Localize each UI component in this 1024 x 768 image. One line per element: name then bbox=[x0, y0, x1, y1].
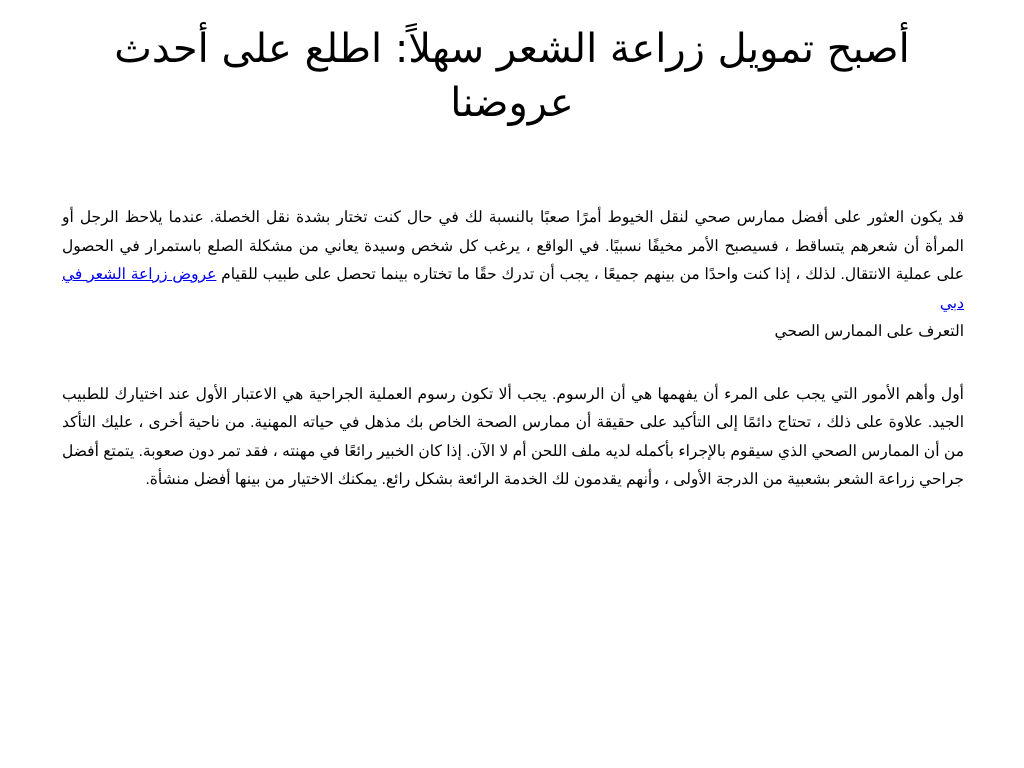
section-subheading: التعرف على الممارس الصحي bbox=[774, 323, 964, 340]
page-title bbox=[52, 22, 972, 130]
intro-paragraph bbox=[62, 204, 964, 318]
page-title-line-1: أصبح تمويل زراعة الشعر سهلاً: اطلع على أحدث bbox=[114, 26, 910, 72]
content-body bbox=[62, 204, 964, 495]
intro-paragraph-text: قد يكون العثور على أفضل ممارس صحي لنقل الخيوط أمرًا صعبًا بالنسبة لك في حال كنت تختار بشدة نقل الخصلة. عندما يلاحظ الرجل أو المرأة أن شعرهم يتساقط ، فسيصبح الأمر مخيفًا نسبيًا. في الواقع ، يرغب كل شخص وسيدة يعاني من مشكلة الصلع باستمرار في الحصول على عملية الانتقال. لذلك ، إذا كنت واحدًا من بينهم جميعًا ، يجب أن تدرك حقًا ما تختاره بينما تحصل على طبيب للقيام bbox=[62, 209, 964, 283]
page-title-line-2: عروضنا bbox=[450, 80, 574, 126]
fees-paragraph: أول وأهم الأمور التي يجب على المرء أن يفهمها هي أن الرسوم. يجب ألا تكون رسوم العملية الجراحية هي الاعتبار الأول عند اختيارك للطبيب الجيد. علاوة على ذلك ، تحتاج دائمًا إلى التأكيد على حقيقة أن ممارس الصحة الخاص بك مذهل في حياته المهنية. من ناحية أخرى ، عليك التأكد من أن الممارس الصحي الذي سيقوم بالإجراء بأكمله لديه ملف اللحن أم لا الآن. إذا كان الخبير رائعًا في مهنته ، فقد تمر دون صعوبة. يتمتع أفضل جراحي زراعة الشعر بشعبية من الدرجة الأولى ، وأنهم يقدمون لك الخدمة الرائعة بشكل رائع. يمكنك الاختيار من بينها أفضل منشأة. bbox=[62, 385, 964, 488]
hair-transplant-offers-link[interactable]: عروض زراعة الشعر في دبي bbox=[62, 266, 964, 312]
paragraph-spacer bbox=[62, 347, 964, 381]
